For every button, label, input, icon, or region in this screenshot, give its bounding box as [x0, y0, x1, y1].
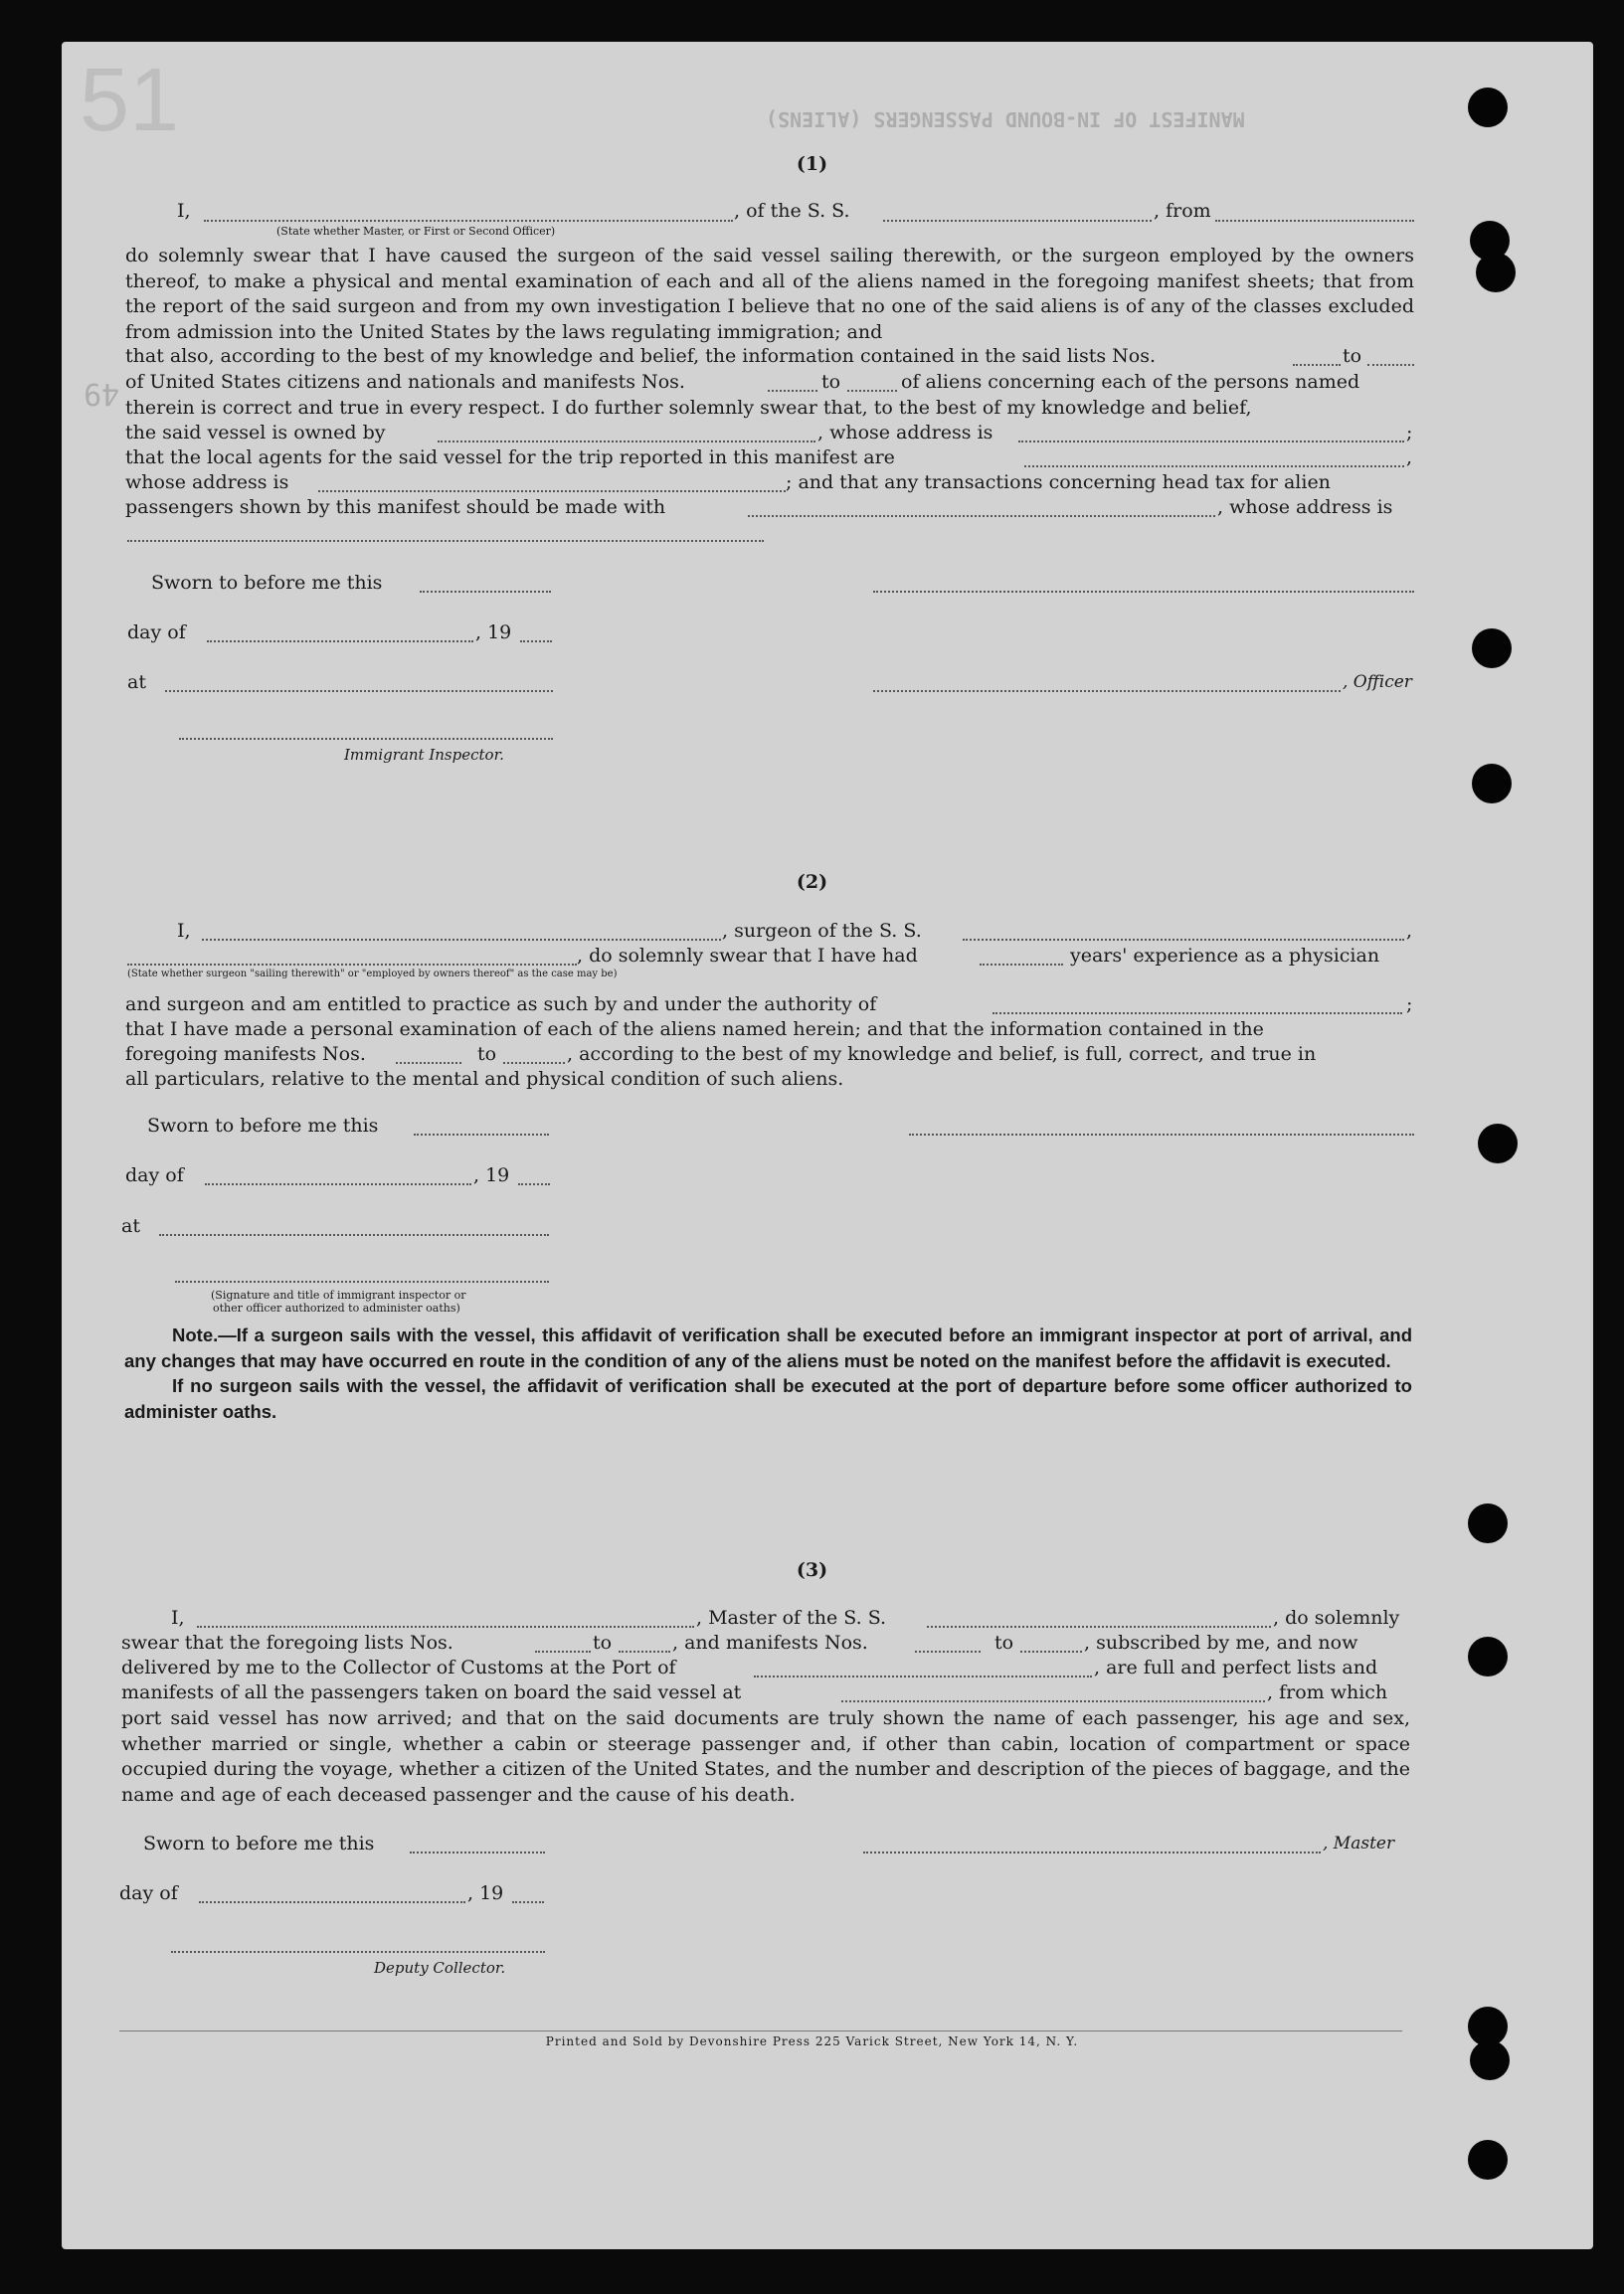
- oath-text: , from which: [1267, 1681, 1388, 1703]
- authority-field[interactable]: [992, 1012, 1402, 1014]
- signature-caption: (Signature and title of immigrant inspector or: [211, 1289, 466, 1302]
- oath-text: to: [994, 1632, 1014, 1654]
- oath-text: that also, according to the best of my knowledge and belief, the information contained in the said lists Nos.: [125, 345, 1157, 367]
- oath-text: delivered by me to the Collector of Customs at the Port of: [121, 1657, 676, 1678]
- oath-text: manifests of all the passengers taken on board the said vessel at: [121, 1681, 742, 1703]
- note-paragraph: Note.—If a surgeon sails with the vessel, this affidavit of verification shall be executed before an immigrant inspector at port of arrival, and any changes that may have occurred en route in the condition of any of the aliens must be noted on the manifest before the affidavit is executed.: [124, 1324, 1412, 1371]
- oath-text: ,: [1406, 920, 1413, 942]
- deputy-caption: Deputy Collector.: [374, 1959, 506, 1977]
- oath-text: that I have made a personal examination of each of the aliens named herein; and that the information contained in the: [125, 1018, 1264, 1040]
- inspector-signature-field[interactable]: [179, 738, 553, 740]
- oath-text: and surgeon and am entitled to practice as such by and under the authority of: [125, 993, 877, 1015]
- vessel-name-field[interactable]: [963, 939, 1404, 941]
- oath-text: , do solemnly: [1273, 1607, 1400, 1629]
- section-number: (2): [796, 871, 828, 893]
- section-number: (3): [796, 1559, 828, 1581]
- oath-text: to: [477, 1043, 497, 1065]
- oath-text: , subscribed by me, and now: [1084, 1632, 1358, 1654]
- manifests-to-field[interactable]: [1020, 1651, 1082, 1653]
- manifests-from-field[interactable]: [768, 390, 817, 392]
- at-label: at: [127, 671, 146, 693]
- port-field[interactable]: [754, 1676, 1092, 1677]
- lists-to-field[interactable]: [619, 1651, 670, 1653]
- oath-text: ; and that any transactions concerning head tax for alien: [786, 471, 1331, 493]
- printer-imprint: Printed and Sold by Devonshire Press 225 Varick Street, New York 14, N. Y.: [545, 2034, 1079, 2048]
- bleed-through-mark: 51: [80, 51, 180, 150]
- oath-text: , and manifests Nos.: [672, 1632, 868, 1654]
- sworn-label: Sworn to before me this: [151, 572, 383, 594]
- master-signature-field[interactable]: [863, 1852, 1321, 1853]
- sworn-date-field[interactable]: [410, 1852, 545, 1853]
- surgeon-name-field[interactable]: [202, 939, 721, 941]
- place-field[interactable]: [165, 690, 553, 692]
- day-of-label: day of: [119, 1882, 178, 1904]
- oath-text: foregoing manifests Nos.: [125, 1043, 366, 1065]
- head-tax-address-field[interactable]: [127, 540, 764, 542]
- sworn-date-field[interactable]: [420, 591, 551, 593]
- sworn-label: Sworn to before me this: [143, 1833, 375, 1854]
- oath-text: to: [821, 371, 841, 393]
- oath-text: whose address is: [125, 471, 289, 493]
- sworn-date-field[interactable]: [414, 1134, 549, 1136]
- year-field[interactable]: [520, 640, 552, 642]
- oath-text: I,: [177, 200, 191, 222]
- punch-hole: [1472, 628, 1512, 668]
- day-of-label: day of: [127, 621, 186, 643]
- field-hint: (State whether Master, or First or Second Officer): [276, 225, 556, 238]
- place-field[interactable]: [159, 1234, 549, 1236]
- oath-text: of United States citizens and nationals and manifests Nos.: [125, 371, 685, 393]
- oath-text: , from: [1154, 200, 1211, 222]
- officer-caption: , Officer: [1343, 672, 1412, 692]
- oath-text: the said vessel is owned by: [125, 422, 386, 443]
- manifests-from-field[interactable]: [396, 1062, 461, 1064]
- oath-text: , of the S. S.: [734, 200, 850, 222]
- inspector-signature-field[interactable]: [175, 1281, 549, 1283]
- oath-text: that the local agents for the said vessel for the trip reported in this manifest are: [125, 446, 895, 468]
- oath-text: years' experience as a physician: [1070, 945, 1380, 967]
- embarkation-port-field[interactable]: [841, 1700, 1265, 1702]
- signature-caption: other officer authorized to administer oaths): [213, 1302, 460, 1315]
- oath-text: swear that the foregoing lists Nos.: [121, 1632, 453, 1654]
- oath-text: therein is correct and true in every respect. I do further solemnly swear that, to the best of my knowledge and belief,: [125, 397, 1252, 419]
- owner-address-field[interactable]: [1018, 441, 1404, 442]
- month-field[interactable]: [207, 640, 473, 642]
- year-field[interactable]: [518, 1183, 550, 1185]
- oath-text: passengers shown by this manifest should be made with: [125, 496, 666, 518]
- agents-address-field[interactable]: [318, 490, 786, 492]
- field-hint: (State whether surgeon "sailing therewith" or "employed by owners thereof" as the case may be): [127, 969, 618, 979]
- vessel-name-field[interactable]: [883, 220, 1152, 222]
- oath-body: do solemnly swear that I have caused the surgeon of the said vessel sailing therewith, or the surgeon employed by the owners thereof, to make a physical and mental examination of each and all of the aliens named in the foregoing manifest sheets; that from the report of the said surgeon and from my own investigation I believe that no one of the said aliens is of any of the classes excluded from admission into the United States by the laws regulating immigration; and: [125, 245, 1414, 343]
- oath-text: , whose address is: [1217, 496, 1393, 518]
- punch-hole: [1468, 1503, 1508, 1543]
- month-field[interactable]: [199, 1901, 465, 1903]
- punch-hole: [1478, 1124, 1518, 1163]
- lists-from-field[interactable]: [535, 1651, 591, 1653]
- punch-hole: [1472, 764, 1512, 803]
- year-prefix: , 19: [475, 621, 512, 643]
- year-prefix: , 19: [473, 1164, 510, 1186]
- head-tax-agent-field[interactable]: [748, 515, 1215, 517]
- oath-text: all particulars, relative to the mental and physical condition of such aliens.: [125, 1068, 844, 1090]
- manifests-to-field[interactable]: [847, 390, 897, 392]
- oath-text: to: [593, 1632, 613, 1654]
- note-block: [124, 1323, 1412, 1424]
- at-label: at: [121, 1215, 140, 1237]
- punch-hole: [1476, 253, 1516, 292]
- lists-to-field[interactable]: [1367, 364, 1414, 366]
- oath-paragraph: [125, 244, 1414, 345]
- oath-text: , are full and perfect lists and: [1094, 1657, 1378, 1678]
- vessel-name-field[interactable]: [927, 1626, 1271, 1628]
- years-experience-field[interactable]: [980, 964, 1063, 966]
- oath-text: , according to the best of my knowledge and belief, is full, correct, and true in: [567, 1043, 1317, 1065]
- oath-text: , surgeon of the S. S.: [722, 920, 922, 942]
- bleed-through-number: 49: [84, 376, 120, 411]
- year-prefix: , 19: [467, 1882, 504, 1904]
- deputy-signature-field[interactable]: [171, 1951, 545, 1953]
- local-agents-field[interactable]: [1024, 465, 1404, 467]
- month-field[interactable]: [205, 1183, 471, 1185]
- owner-field[interactable]: [438, 441, 815, 442]
- note-paragraph: If no surgeon sails with the vessel, the affidavit of verification shall be executed at the port of departure before some officer authorized to administer oaths.: [124, 1375, 1412, 1422]
- footer-rule: [119, 2030, 1402, 2031]
- sworn-label: Sworn to before me this: [147, 1115, 379, 1137]
- oath-text: ,: [1406, 446, 1413, 468]
- lists-from-field[interactable]: [1293, 364, 1341, 366]
- master-caption: , Master: [1323, 1834, 1395, 1853]
- bleed-through-header: MANIFEST OF IN-BOUND PASSENGERS (ALIENS): [766, 107, 1245, 131]
- oath-text: to: [1343, 345, 1362, 367]
- day-of-label: day of: [125, 1164, 184, 1186]
- departure-port-field[interactable]: [1215, 220, 1414, 222]
- oath-body: port said vessel has now arrived; and that on the said documents are truly shown the name of each passenger, his age and sex, whether married or single, whether a cabin or steerage passenger and, if other than cabin, location of compartment or space occupied during the voyage, whether a citizen of the United States, and the number and description of the pieces of baggage, and the name and age of each deceased passenger and the cause of his death.: [121, 1707, 1410, 1806]
- oath-paragraph: [121, 1706, 1410, 1808]
- oath-text: , do solemnly swear that I have had: [577, 945, 918, 967]
- oath-text: , Master of the S. S.: [696, 1607, 887, 1629]
- officer-name-field[interactable]: [204, 220, 733, 222]
- oath-text: ;: [1406, 993, 1413, 1015]
- oath-text: ;: [1406, 422, 1413, 443]
- punch-hole: [1468, 88, 1508, 127]
- manifests-to-field[interactable]: [503, 1062, 565, 1064]
- punch-hole: [1468, 2140, 1508, 2180]
- officer-title-field[interactable]: [873, 690, 1341, 692]
- oath-text: I,: [171, 1607, 185, 1629]
- section-number: (1): [796, 153, 828, 175]
- oath-text: I,: [177, 920, 191, 942]
- inspector-caption: Immigrant Inspector.: [344, 746, 504, 764]
- oath-text: , whose address is: [817, 422, 993, 443]
- surgeon-signature-field[interactable]: [909, 1134, 1414, 1136]
- manifests-from-field[interactable]: [915, 1651, 981, 1653]
- year-field[interactable]: [512, 1901, 544, 1903]
- surgeon-status-field[interactable]: [127, 964, 577, 966]
- punch-hole: [1468, 1637, 1508, 1676]
- oath-text: of aliens concerning each of the persons named: [901, 371, 1360, 393]
- master-name-field[interactable]: [197, 1626, 694, 1628]
- officer-signature-field[interactable]: [873, 591, 1414, 593]
